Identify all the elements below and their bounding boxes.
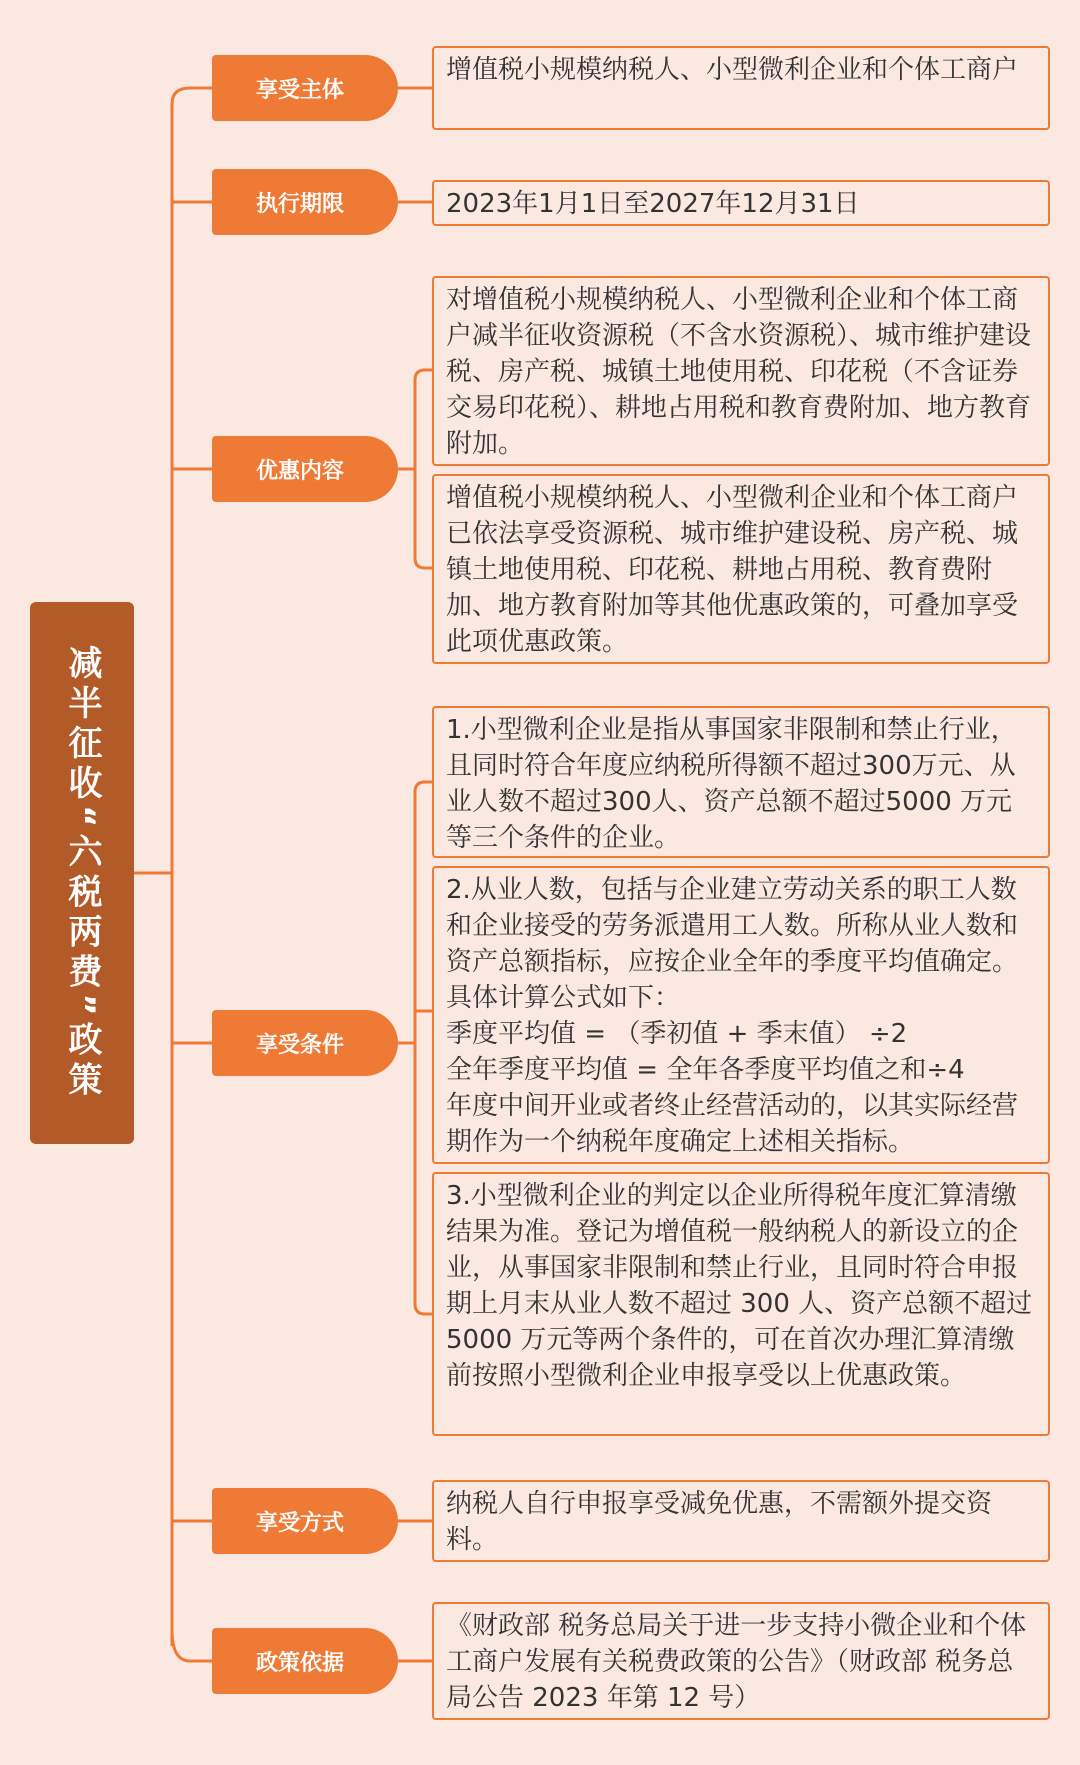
content-box-benefit-1: 对增值税小规模纳税人、小型微利企业和个体工商户减半征收资源税（不含水资源税）、城市维护建设税、房产税、城镇土地使用税、印花税（不含证券交易印花税）、耕地占用税和教育费附加、地方教育附加。 [432,276,1050,466]
content-box-condition-3: 3.小型微利企业的判定以企业所得税年度汇算清缴结果为准。登记为增值税一般纳税人的新设立的企业，从事国家非限制和禁止行业，且同时符合申报期上月末从业人数不超过 300 人、资产总额不超过 5000 万元等两个条件的，可在首次办理汇算清缴前按照小型微利企业申报享受以上优惠政策。 [432,1172,1050,1436]
category-basis [212,1628,398,1694]
root-node [30,602,134,1144]
category-label: 享受条件 [255,1032,344,1058]
category-label: 享受主体 [255,77,344,103]
content-box-basis: 《财政部 税务总局关于进一步支持小微企业和个体工商户发展有关税费政策的公告》（财政部 税务总局公告 2023 年第 12 号） [432,1602,1050,1720]
content-box-benefit-2: 增值税小规模纳税人、小型微利企业和个体工商户已依法享受资源税、城市维护建设税、房产税、城镇土地使用税、印花税、耕地占用税、教育费附加、地方教育附加等其他优惠政策的，可叠加享受此项优惠政策。 [432,474,1050,664]
category-label: 优惠内容 [255,458,344,484]
category-label: 享受方式 [255,1510,344,1536]
category-benefit [212,436,398,502]
category-period [212,169,398,235]
content-box-method: 纳税人自行申报享受减免优惠，不需额外提交资料。 [432,1480,1050,1562]
category-method [212,1488,398,1554]
content-box-condition-1: 1.小型微利企业是指从事国家非限制和禁止行业，且同时符合年度应纳税所得额不超过300万元、从业人数不超过300人、资产总额不超过5000 万元等三个条件的企业。 [432,706,1050,858]
category-label: 执行期限 [255,191,344,217]
category-conditions [212,1010,398,1076]
root-title: 减半征收“六税两费”政策 [62,644,102,1102]
content-box-condition-2: 2.从业人数，包括与企业建立劳动关系的职工人数和企业接受的劳务派遣用工人数。所称从业人数和资产总额指标，应按企业全年的季度平均值确定。具体计算公式如下： 季度平均值 = （季初值 + 季末值） ÷2 全年季度平均值 = 全年各季度平均值之和÷4 年度中间开业或者终止经营活动的，以其实际经营期作为一个纳税年度确定上述相关指标。 [432,866,1050,1164]
content-box-period: 2023年1月1日至2027年12月31日 [432,180,1050,226]
category-subject [212,55,398,121]
content-box-subject: 增值税小规模纳税人、小型微利企业和个体工商户 [432,46,1050,130]
category-label: 政策依据 [255,1650,344,1676]
